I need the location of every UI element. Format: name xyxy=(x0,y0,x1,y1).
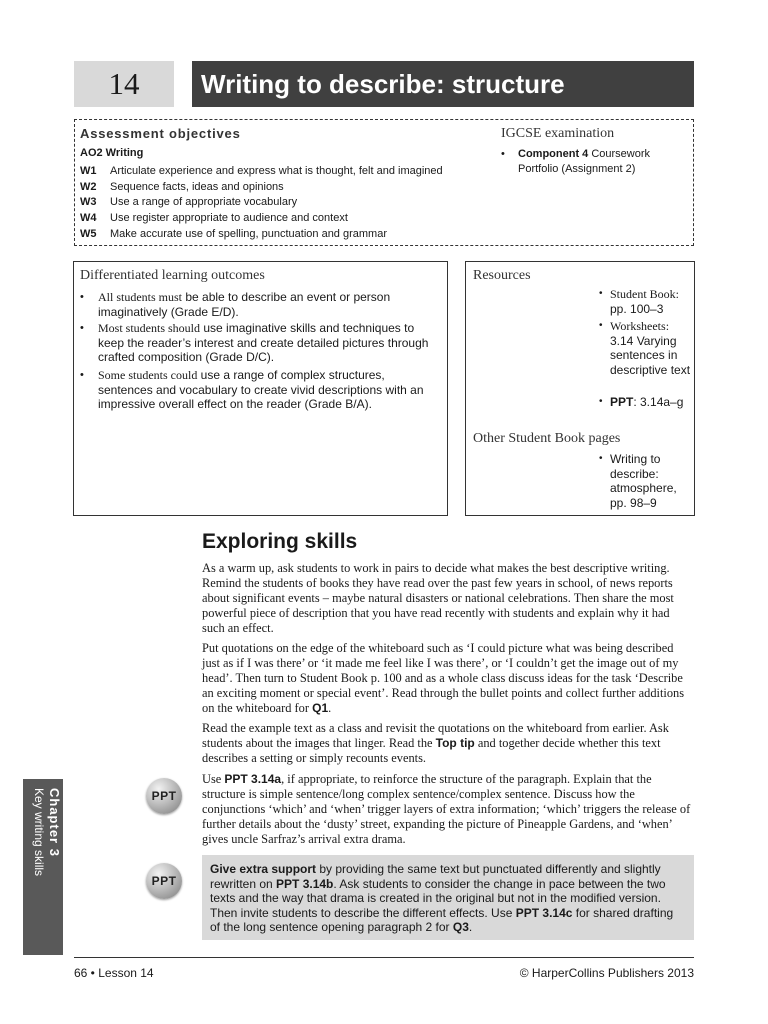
ppt-icon: PPT xyxy=(146,778,182,814)
side-chapter-subtitle: Key writing skills xyxy=(32,788,46,877)
paragraph-quotations xyxy=(202,641,694,716)
resource-label: Student Book: xyxy=(610,287,680,301)
bullet-icon: • xyxy=(80,291,84,303)
paragraph-text: Use xyxy=(202,772,225,786)
bullet-icon: • xyxy=(599,288,603,299)
igcse-item xyxy=(501,147,691,177)
resource-label: Worksheets: xyxy=(610,319,670,333)
objective-row xyxy=(80,228,387,240)
resource-text: 3.14 Varying sentences in descriptive text xyxy=(610,333,691,377)
ao2-subheading: AO2 Writing xyxy=(80,147,144,159)
resource-item-ppt xyxy=(599,395,691,410)
bullet-icon: • xyxy=(80,322,84,334)
footer-page-label: 66 • Lesson 14 xyxy=(74,966,154,980)
top-tip-ref: Top tip xyxy=(435,736,475,750)
section-title: Exploring skills xyxy=(202,530,358,553)
objective-text: Sequence facts, ideas and opinions xyxy=(110,181,284,193)
igcse-heading: IGCSE examination xyxy=(501,126,615,141)
bullet-icon: • xyxy=(80,369,84,381)
resources-heading: Resources xyxy=(473,268,531,283)
resources-box xyxy=(465,261,695,516)
objective-code: W4 xyxy=(80,212,97,224)
ppt-ref: PPT 3.14b xyxy=(276,876,334,891)
footer-divider xyxy=(74,957,694,958)
support-text: for shared drafting of the long sentence opening paragraph 2 for xyxy=(210,905,674,935)
outcome-text: be able to describe an event or person imaginatively (Grade E/D). xyxy=(98,290,391,319)
objective-code: W2 xyxy=(80,181,97,193)
objective-code: W5 xyxy=(80,228,97,240)
lesson-number: 14 xyxy=(74,61,174,107)
outcome-item xyxy=(80,321,440,365)
bullet-icon: • xyxy=(501,148,505,160)
resource-item-other xyxy=(599,452,691,510)
objective-text: Make accurate use of spelling, punctuation and grammar xyxy=(110,228,387,240)
outcome-text: use imaginative skills and techniques to keep the reader’s interest and create detailed pictures through crafted composition (Grade D/C). xyxy=(98,321,429,364)
assessment-heading: Assessment objectives xyxy=(80,126,241,141)
objective-row xyxy=(80,181,284,193)
paragraph-text: Read the example text as a class and revisit the quotations on the whiteboard from earlier. Ask students about the images that linger. Read the xyxy=(202,721,669,750)
page-title: Writing to describe: structure xyxy=(192,61,694,107)
objective-text: Use register appropriate to audience and context xyxy=(110,212,348,224)
paragraph-text: , if appropriate, to reinforce the structure of the paragraph. Explain that the structure is simple sentence/long complex sentence/complex sentence. Discuss how the conjunctions ‘which’ and ‘when’ trigger layers of extra information; ‘which’ triggers the release of further details about the ‘dusty’ street, expanding the picture of Pineapple Gardens, and ‘when’ gives uncle Sarfraz’s arrival extra drama. xyxy=(202,772,691,846)
paragraph-text: Put quotations on the edge of the whiteboard such as ‘I could picture what was being described just as if I was there’ or ‘it made me feel like I was there’, or ‘I couldn’t get the image out of my head’. Then turn to Student Book p. 100 and as a whole class discuss ideas for the task ‘Describe an exciting moment or special event’. Read through the bullet points and collect further additions on the whiteboard for xyxy=(202,641,685,715)
support-text: by providing the same text but punctuated differently and slightly rewritten on xyxy=(210,862,661,891)
outcome-lead: All students must xyxy=(98,290,183,304)
igcse-component-text: Coursework Portfolio (Assignment 2) xyxy=(518,148,651,175)
outcome-lead: Some students could xyxy=(98,368,198,382)
objective-row xyxy=(80,212,348,224)
resource-label: PPT xyxy=(610,395,634,409)
side-chapter-label: Chapter 3 xyxy=(47,788,62,857)
ppt-icon: PPT xyxy=(146,863,182,899)
paragraph-example-text xyxy=(202,721,694,766)
outcomes-heading: Differentiated learning outcomes xyxy=(80,268,265,283)
objective-row xyxy=(80,165,443,177)
outcome-lead: Most students should xyxy=(98,321,201,335)
bullet-icon: • xyxy=(599,396,603,407)
paragraph-warmup: As a warm up, ask students to work in pairs to decide what makes the best descriptive writing. Remind the students of books they have read over the past few years in school, of news reports about significant events – maybe natural disasters or national celebrations. Then share the most powerful piece of description that you have read recently with students and explain why it had such an effect. xyxy=(202,561,674,635)
support-lead: Give extra support xyxy=(210,862,317,876)
paragraph-text: and together decide whether this text describes a setting or simply recounts events. xyxy=(202,736,661,765)
outcome-item xyxy=(80,290,440,319)
objective-text: Use a range of appropriate vocabulary xyxy=(110,196,298,208)
resource-text: pp. 100–3 xyxy=(610,301,664,316)
question-ref: Q1 xyxy=(312,701,329,715)
question-ref: Q3 xyxy=(452,920,469,935)
learning-outcomes-box xyxy=(73,261,448,516)
resource-item-student-book xyxy=(599,287,691,316)
outcome-text: use a range of complex structures, sentences and vocabulary to create vivid descriptions with an impressive overall effect on the reader (Grade B/A). xyxy=(98,368,424,411)
footer-copyright: © HarperCollins Publishers 2013 xyxy=(519,966,694,980)
assessment-objectives-box xyxy=(74,119,694,246)
objective-row xyxy=(80,196,297,208)
resource-text: : 3.14a–g xyxy=(633,395,684,409)
ppt-ref: PPT 3.14c xyxy=(515,905,573,920)
igcse-component: Component 4 xyxy=(518,148,589,160)
other-pages-heading: Other Student Book pages xyxy=(473,431,621,446)
support-text: . Ask students to consider the change in pace between the two texts and the way that drama is created in the original but not in the modified version. Then invite students to describe the different effects. Use xyxy=(210,876,666,920)
bullet-icon: • xyxy=(599,320,603,331)
outcome-item xyxy=(80,368,440,412)
support-text: . xyxy=(468,920,473,935)
objective-code: W3 xyxy=(80,196,97,208)
ppt-ref: PPT 3.14a xyxy=(224,772,282,786)
objective-code: W1 xyxy=(80,165,97,177)
paragraph-ppt-structure xyxy=(202,772,694,847)
extra-support-box xyxy=(202,855,694,940)
objective-text: Articulate experience and express what is thought, felt and imagined xyxy=(110,165,443,177)
bullet-icon: • xyxy=(599,453,603,464)
resource-item-worksheets xyxy=(599,319,691,377)
paragraph-text: . xyxy=(328,701,332,715)
resource-text: Writing to describe: atmosphere, pp. 98–9 xyxy=(610,452,677,510)
